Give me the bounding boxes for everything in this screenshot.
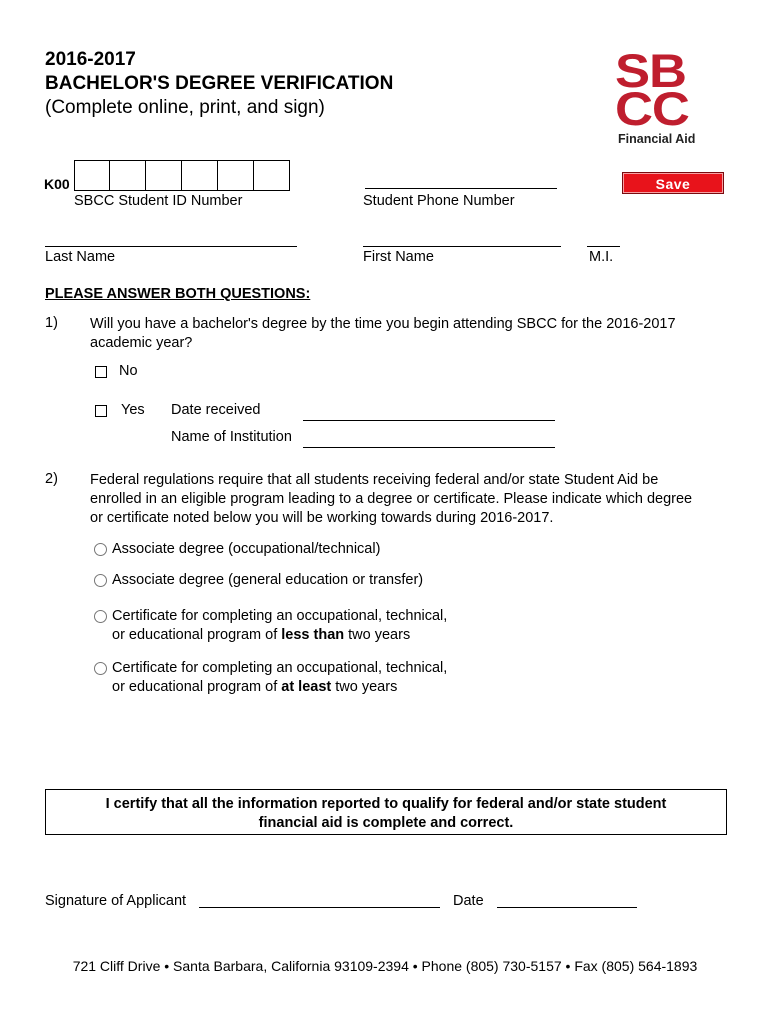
q1-no-checkbox[interactable] bbox=[95, 366, 107, 378]
first-name-label: First Name bbox=[363, 249, 434, 265]
date-received-input-line[interactable] bbox=[303, 420, 555, 421]
student-id-digit-1[interactable] bbox=[74, 160, 110, 191]
q2-option-1-label: Associate degree (occupational/technical) bbox=[112, 541, 381, 557]
save-button[interactable]: Save bbox=[622, 172, 724, 194]
date-received-label: Date received bbox=[171, 402, 261, 418]
last-name-label: Last Name bbox=[45, 249, 116, 265]
q1-text-line-1: Will you have a bachelor's degree by the time you begin attending SBCC for the 2016-2017 bbox=[90, 316, 676, 332]
certification-line-1: I certify that all the information reported to qualify for federal and/or state student bbox=[105, 796, 667, 812]
q2-option-3-label: Certificate for completing an occupational, technical, bbox=[112, 608, 448, 624]
option-3-text-bold: less than bbox=[281, 627, 345, 643]
option-4-text-pre: or educational program of bbox=[112, 679, 282, 695]
q1-yes-label: Yes bbox=[121, 402, 145, 418]
form-title: BACHELOR'S DEGREE VERIFICATION bbox=[45, 73, 394, 94]
student-id-digit-2[interactable] bbox=[110, 160, 146, 191]
logo-line-1: SB bbox=[615, 44, 686, 97]
q2-option-3-label-line-2 bbox=[112, 627, 410, 643]
option-4-text-post: two years bbox=[331, 679, 398, 695]
student-id-digit-4[interactable] bbox=[182, 160, 218, 191]
questions-heading: PLEASE ANSWER BOTH QUESTIONS: bbox=[45, 286, 311, 302]
signature-label: Signature of Applicant bbox=[45, 893, 187, 909]
signature-date-input-line[interactable] bbox=[497, 907, 637, 908]
mi-input-line[interactable] bbox=[587, 246, 620, 247]
q2-number: 2) bbox=[45, 471, 58, 487]
first-name-input-line[interactable] bbox=[363, 246, 561, 247]
q2-option-4-label: Certificate for completing an occupational, technical, bbox=[112, 660, 448, 676]
student-id-digit-3[interactable] bbox=[146, 160, 182, 191]
footer-address: 721 Cliff Drive • Santa Barbara, California 93109-2394 • Phone (805) 730-5157 • Fax (805) 564-1893 bbox=[72, 958, 698, 974]
logo-caption: Financial Aid bbox=[618, 132, 696, 146]
institution-input-line[interactable] bbox=[303, 447, 555, 448]
q1-text-line-2: academic year? bbox=[90, 335, 193, 351]
q2-text-line-1: Federal regulations require that all students receiving federal and/or state Student Aid be bbox=[90, 472, 659, 488]
last-name-input-line[interactable] bbox=[45, 246, 297, 247]
q2-option-4-radio[interactable] bbox=[94, 662, 107, 675]
q2-option-1-radio[interactable] bbox=[94, 543, 107, 556]
option-3-text-post: two years bbox=[344, 627, 411, 643]
q1-number: 1) bbox=[45, 315, 58, 331]
q1-no-label: No bbox=[119, 363, 138, 379]
q2-option-3-radio[interactable] bbox=[94, 610, 107, 623]
phone-input-line[interactable] bbox=[365, 188, 557, 189]
sbcc-logo bbox=[615, 44, 710, 146]
student-id-label: SBCC Student ID Number bbox=[74, 193, 243, 209]
q2-text-line-3: or certificate noted below you will be working towards during 2016-2017. bbox=[90, 510, 554, 526]
institution-label: Name of Institution bbox=[171, 429, 292, 445]
logo-line-2: CC bbox=[615, 82, 689, 135]
q1-yes-checkbox[interactable] bbox=[95, 405, 107, 417]
option-3-text-pre: or educational program of bbox=[112, 627, 282, 643]
student-id-digit-5[interactable] bbox=[218, 160, 254, 191]
signature-input-line[interactable] bbox=[199, 907, 440, 908]
signature-date-label: Date bbox=[453, 893, 484, 909]
certification-box bbox=[45, 789, 727, 835]
option-4-text-bold: at least bbox=[281, 679, 332, 695]
student-id-prefix: K00 bbox=[44, 176, 70, 192]
student-id-digit-6[interactable] bbox=[254, 160, 290, 191]
form-subtitle: (Complete online, print, and sign) bbox=[45, 97, 325, 118]
q2-option-4-label-line-2 bbox=[112, 679, 397, 695]
mi-label: M.I. bbox=[589, 249, 614, 265]
phone-label: Student Phone Number bbox=[363, 193, 515, 209]
student-id-boxes bbox=[74, 160, 290, 191]
form-year: 2016-2017 bbox=[45, 49, 136, 70]
q2-text-line-2: enrolled in an eligible program leading to a degree or certificate. Please indicate which degree bbox=[90, 491, 693, 507]
q2-option-2-radio[interactable] bbox=[94, 574, 107, 587]
certification-line-2: financial aid is complete and correct. bbox=[258, 815, 514, 831]
q2-option-2-label: Associate degree (general education or transfer) bbox=[112, 572, 424, 588]
